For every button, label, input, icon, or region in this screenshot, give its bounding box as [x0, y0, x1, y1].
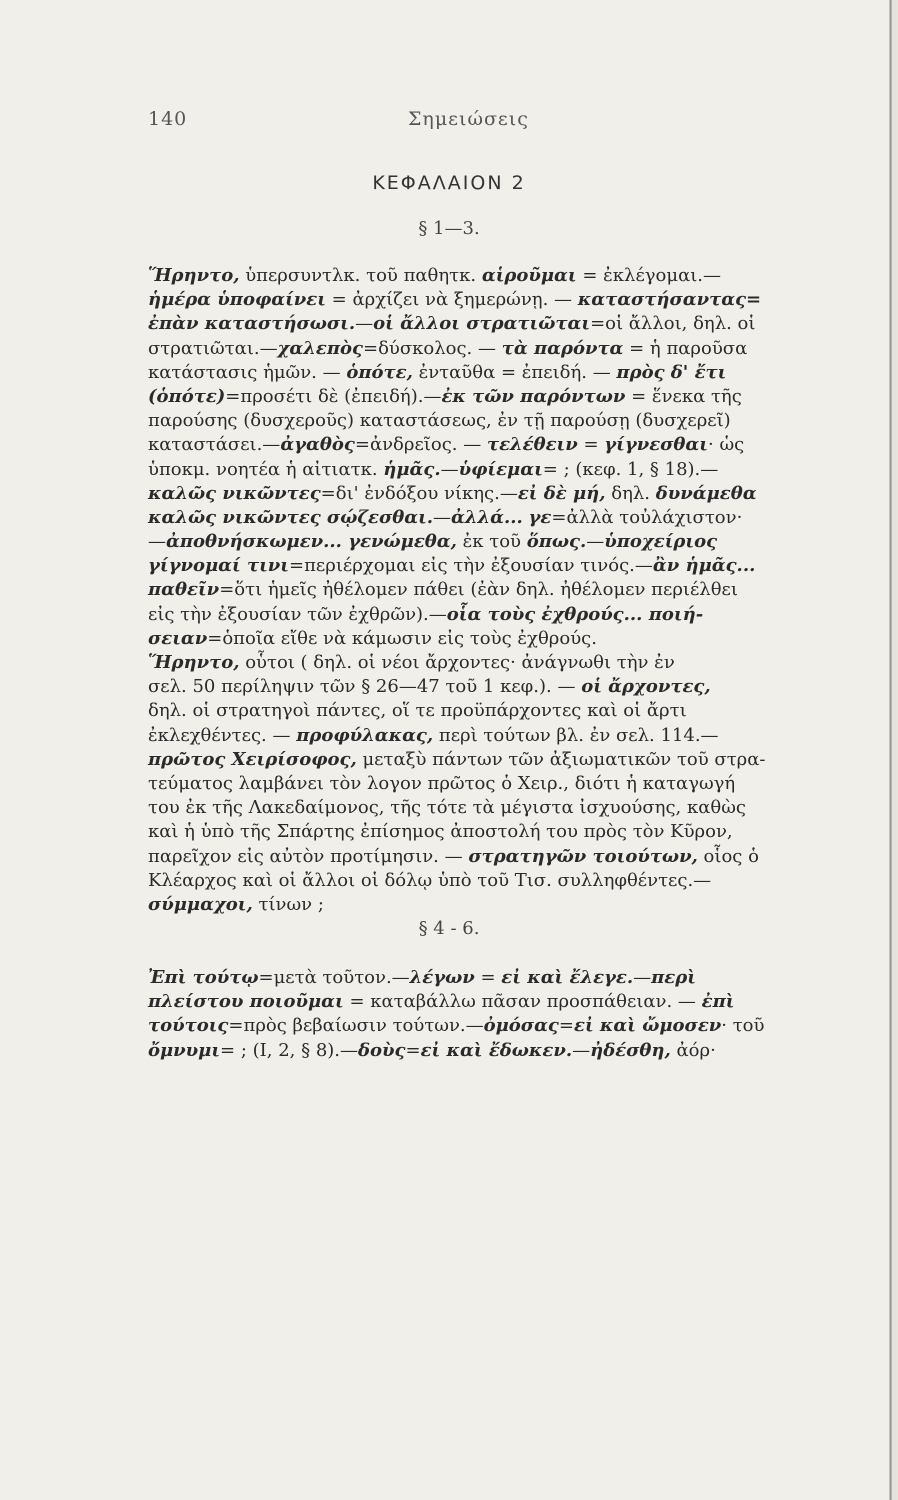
gloss-text: = ; (Ι, 2, § 8).— [220, 1039, 359, 1061]
text-line [148, 409, 880, 433]
gloss-text: Κλέαρχος καὶ οἱ ἄλλοι οἱ δόλῳ ὑπὸ τοῦ Τισ. συλληφθέντες.— [148, 869, 712, 891]
section-body-2 [148, 966, 880, 1063]
section-mark-2: § 4 - 6. [418, 918, 480, 939]
gloss-text: =ἀνδρεῖος. — [354, 434, 487, 456]
keyword: (ὁπότε) [148, 385, 226, 407]
text-line [148, 699, 880, 723]
section-mark-1: § 1—3. [418, 218, 480, 239]
gloss-text: σελ. 50 περίληψιν τῶν § 26—47 τοῦ 1 κεφ.). — [148, 676, 582, 698]
keyword: ἡμᾶς. [383, 458, 441, 480]
gloss-text: τεύματος λαμβάνει τὸν λογον πρῶτος ὁ Χειρ., διότι ἡ καταγωγή [148, 772, 736, 794]
gloss-text: — [148, 531, 166, 553]
keyword: ἂν ἡμᾶς... [652, 555, 756, 577]
page-header [148, 108, 788, 138]
gloss-text: = [577, 434, 605, 456]
gloss-text: ἐκ τοῦ [456, 531, 527, 553]
gloss-text: = ἀρχίζει νὰ ξημερώνῃ. — [325, 289, 578, 311]
text-line [148, 312, 880, 336]
gloss-text: — [572, 1039, 591, 1061]
gloss-text: = ἕνεκα τῆς [625, 385, 742, 407]
text-line [148, 458, 880, 482]
keyword: ἐπὶ [701, 991, 735, 1013]
gloss-text: — [633, 967, 652, 988]
gloss-text: παρούσης (δυσχεροῦς) καταστάσεως, ἐν τῇ παρούσῃ (δυσχερεῖ) [148, 410, 731, 432]
keyword: εἰ καὶ ἔλεγε. [501, 967, 634, 988]
keyword: Ἥρηντο, [148, 265, 240, 286]
keyword: ὁπότε, [346, 361, 413, 383]
keyword: καλῶς νικῶντες [148, 482, 321, 504]
text-line [148, 554, 880, 578]
keyword: οἷα τοὺς ἐχθρούς... ποιή- [446, 603, 704, 625]
keyword: προφύλακας, [296, 724, 434, 746]
text-line [148, 288, 880, 312]
gloss-text: · ὡς [708, 434, 745, 456]
text-line [148, 1039, 880, 1063]
gloss-text: εἰς τὴν ἐξουσίαν τῶν ἐχθρῶν).— [148, 603, 447, 625]
gloss-text: = [558, 1015, 574, 1037]
keyword: ὄμνυμι [148, 1039, 221, 1061]
keyword: αἱροῦμαι [481, 265, 577, 286]
gloss-text: = ; (κεφ. 1, § 18).— [542, 458, 719, 480]
gloss-text: — [433, 506, 452, 528]
keyword: ἀλλά... [451, 506, 523, 528]
keyword: γίγνομαί τινι [148, 555, 289, 577]
gloss-text: =μετὰ τοῦτον.— [258, 967, 410, 988]
text-line [148, 627, 880, 651]
gloss-text: = [474, 967, 502, 988]
text-line [148, 772, 880, 796]
gloss-text: =ὅτι ἡμεῖς ἠθέλομεν πάθει (ἐὰν δηλ. ἠθέλομεν περιέλθει [219, 579, 738, 601]
text-line [148, 433, 880, 457]
running-title: Σημειώσεις [408, 108, 529, 130]
gloss-text: τίνων ; [252, 893, 324, 915]
keyword: παθεῖν [148, 579, 220, 601]
keyword: ἡμέρα ὑποφαίνει [148, 289, 326, 311]
gloss-text: παρεῖχον εἰς αὐτὸν προτίμησιν. — [148, 845, 469, 867]
gloss-text: — [586, 531, 605, 553]
keyword: ἀγαθὸς [280, 434, 355, 456]
gloss-text: μεταξὺ πάντων τῶν ἀξιωματικῶν τοῦ στρα- [356, 748, 766, 770]
keyword: δοὺς [358, 1039, 406, 1061]
keyword: σειαν [148, 627, 208, 649]
keyword: εἰ δὲ μή, [517, 482, 606, 504]
keyword: λέγων [409, 967, 475, 988]
gloss-text: · τοῦ [721, 1015, 765, 1037]
text-line [148, 651, 880, 675]
gloss-text: =περιέρχομαι εἰς τὴν ἐξουσίαν τινός.— [289, 555, 653, 577]
keyword: πλείστου ποιοῦμαι [148, 991, 344, 1013]
gloss-text: =ὁποῖα εἴθε νὰ κάμωσιν εἰς τοὺς ἐχθρούς. [207, 627, 597, 649]
gloss-text: καταστάσει.— [148, 434, 281, 456]
text-line [148, 869, 880, 893]
gloss-text: =οἱ ἄλλοι, δηλ. οἱ [590, 313, 756, 335]
gloss-text: = [405, 1039, 421, 1061]
chapter-title: ΚΕΦΑΛΑΙΟΝ 2 [372, 172, 526, 194]
keyword: Ἥρηντο, [148, 652, 240, 673]
keyword: στρατηγῶν τοιούτων, [468, 845, 698, 867]
gloss-text: δηλ. [605, 482, 656, 504]
keyword: Ἐπὶ τούτῳ [148, 967, 259, 988]
gloss-text: = ἡ παροῦσα [623, 337, 748, 359]
keyword: καταστήσαντας= [577, 289, 762, 311]
gloss-text: περὶ τούτων βλ. ἐν σελ. 114.— [433, 724, 719, 746]
keyword: ἀποθνήσκωμεν... γενώμεθα, [166, 531, 457, 553]
text-line [148, 748, 880, 772]
gloss-text: οἷος ὁ [697, 845, 759, 867]
gloss-text: ἐκλεχθέντες. — [148, 724, 297, 746]
gloss-text: =προσέτι δὲ (ἐπειδή).— [225, 385, 442, 407]
gloss-text: =δύσκολος. — [362, 337, 502, 359]
gloss-text: κατάστασις ἡμῶν. — [148, 361, 347, 383]
keyword: ὀμόσας [483, 1015, 559, 1037]
text-line [148, 264, 880, 288]
text-line [148, 845, 880, 869]
text-line [148, 578, 880, 602]
keyword: περὶ [651, 967, 696, 988]
gloss-text: δηλ. οἱ στρατηγοὶ πάντες, οἵ τε προϋπάρχοντες καὶ οἱ ἄρτι [148, 700, 687, 722]
gloss-text: =δι' ἐνδόξου νίκης.— [320, 482, 518, 504]
keyword: οἱ ἄλλοι στρατιῶται [373, 313, 591, 335]
gloss-text: ὑπερσυντλκ. τοῦ παθητκ. [239, 265, 482, 286]
text-line [148, 385, 880, 409]
keyword: χαλεπὸς [277, 337, 363, 359]
section-body-1 [148, 264, 880, 917]
text-line [148, 796, 880, 820]
text-line [148, 820, 880, 844]
keyword: εἰ καὶ ἔδωκεν. [420, 1039, 573, 1061]
keyword: ὑφίεμαι [458, 458, 543, 480]
gloss-text: στρατιῶται.— [148, 337, 278, 359]
keyword: γίγνεσθαι [604, 434, 708, 456]
text-line [148, 361, 880, 385]
page-number: 140 [148, 108, 188, 130]
keyword: τὰ παρόντα [501, 337, 624, 359]
text-line [148, 724, 880, 748]
gloss-text: του ἐκ τῆς Λακεδαίμονος, τῆς τότε τὰ μέγιστα ἰσχυούσης, καθὼς [148, 797, 746, 819]
text-line [148, 966, 880, 990]
gloss-text: — [355, 313, 374, 335]
gloss-text: ἐνταῦθα = ἐπειδή. — [412, 361, 617, 383]
text-line [148, 675, 880, 699]
text-line [148, 530, 880, 554]
keyword: ἠδέσθη, [590, 1039, 671, 1061]
keyword: σύμμαχοι, [148, 893, 253, 915]
text-line [148, 506, 880, 530]
text-line [148, 1014, 880, 1038]
keyword: τούτοις [148, 1015, 229, 1037]
keyword: ὑποχείριος [604, 531, 718, 553]
keyword: πρῶτος Χειρίσοφος, [148, 748, 357, 770]
gloss-text: = καταβάλλω πᾶσαν προσπάθειαν. — [343, 991, 702, 1013]
text-line [148, 990, 880, 1014]
gloss-text: =πρὸς βεβαίωσιν τούτων.— [228, 1015, 484, 1037]
keyword: ἐκ τῶν παρόντων [441, 385, 626, 407]
gloss-text: =ἀλλὰ τοὐλάχιστον· [551, 506, 743, 528]
text-line [148, 893, 880, 917]
gloss-text: ἀόρ· [670, 1039, 716, 1061]
gloss-text: οὗτοι ( δηλ. οἱ νέοι ἄρχοντες· ἀνάγνωθι τὴν ἐν [239, 652, 675, 673]
keyword: τελέθειν [486, 434, 578, 456]
text-line [148, 337, 880, 361]
keyword: καλῶς νικῶντες σῴζεσθαι. [148, 506, 434, 528]
gloss-text: = ἐκλέγομαι.— [576, 265, 722, 286]
keyword: δυνάμεθα [655, 482, 757, 504]
keyword: εἰ καὶ ὤμοσεν [574, 1015, 722, 1037]
keyword: ἐπὰν καταστήσωσι. [148, 313, 356, 335]
gloss-text: ὑποκμ. νοητέα ἡ αἰτιατκ. [148, 458, 384, 480]
text-line [148, 603, 880, 627]
keyword: οἱ ἄρχοντες, [581, 676, 711, 698]
keyword: γε [528, 506, 552, 528]
text-line [148, 482, 880, 506]
gloss-text: — [440, 458, 459, 480]
gloss-text: καὶ ἡ ὑπὸ τῆς Σπάρτης ἐπίσημος ἀποστολή του πρὸς τὸν Κῦρον, [148, 821, 733, 843]
keyword: πρὸς δ' ἔτι [616, 361, 727, 383]
keyword: ὅπως. [526, 531, 587, 553]
